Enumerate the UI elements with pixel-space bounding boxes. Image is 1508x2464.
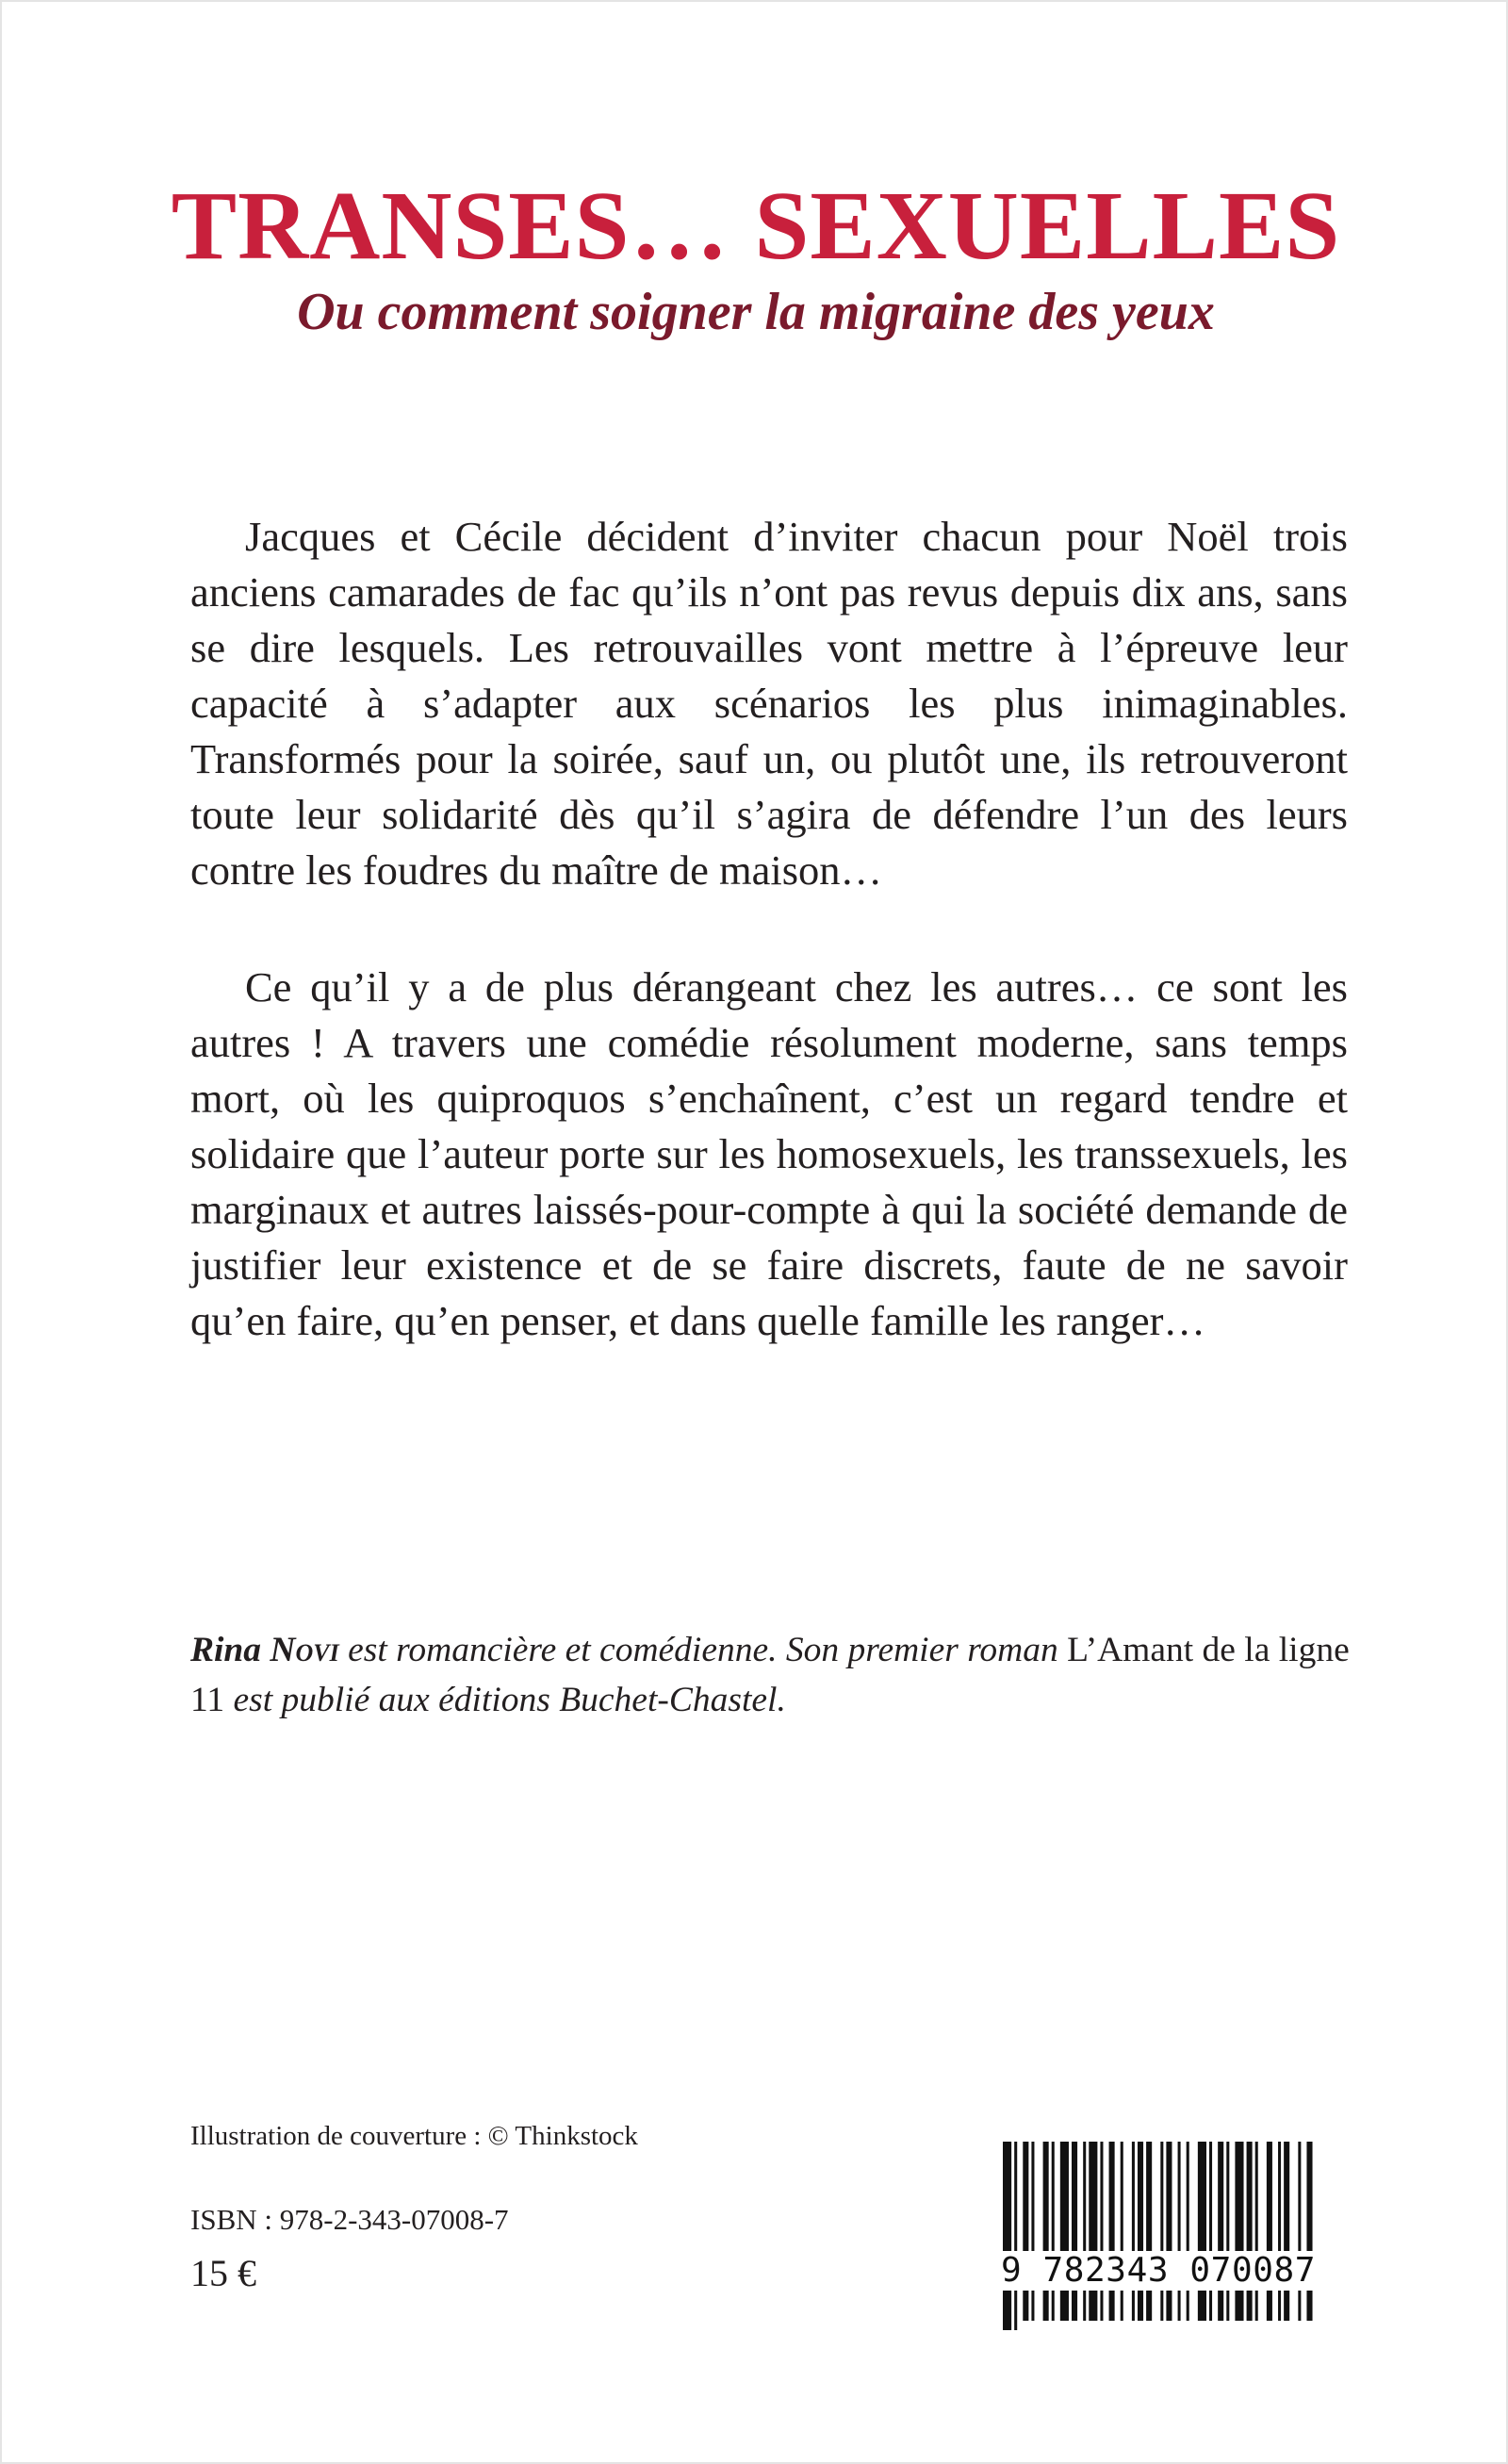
synopsis-paragraph-1: Jacques et Cécile décident d’inviter chacun pour Noël trois anciens camarades de fac qu’ils n’ont pas revus depuis dix ans, sans se dire lesquels. Les retrouvailles vont mettre à l’épreuve leur capacité à s’adapter aux scénarios les plus inimaginables. Transformés pour la soirée, sauf un, ou plutôt une, ils retrouveront toute leur solidarité dès qu’il s’agira de défendre l’un des leurs contre les foudres du maître de maison… [190, 513, 1348, 894]
barcode-bar [1247, 2142, 1253, 2321]
barcode-bar [1138, 2142, 1143, 2321]
illustration-credit: Illustration de couverture : © Thinkstock [190, 2121, 638, 2151]
barcode-bar [1235, 2142, 1243, 2321]
barcode-bar [1083, 2142, 1086, 2321]
barcode-bar [1014, 2142, 1017, 2330]
barcode-bar [1089, 2142, 1097, 2321]
barcode-bar [1160, 2142, 1163, 2321]
barcode-bar [1209, 2142, 1212, 2321]
barcode-digits: 9 782343 070087 [997, 2251, 1320, 2291]
barcode [992, 2134, 1321, 2332]
author-bio [190, 1625, 1352, 1725]
barcode-bar [1023, 2142, 1028, 2321]
barcode-bar [1132, 2142, 1135, 2321]
barcode-bar [1218, 2142, 1223, 2321]
barcode-bar [1198, 2142, 1206, 2321]
barcode-bar [1003, 2142, 1011, 2330]
barcode-bar [1109, 2142, 1115, 2321]
barcode-bar [1043, 2142, 1049, 2321]
barcode-bar [1306, 2142, 1312, 2321]
barcode-bar [1284, 2142, 1289, 2321]
author-previous-book-title: L’Amant de la ligne 11 [190, 1631, 1350, 1719]
author-first-name: Rina [190, 1631, 270, 1669]
barcode-bar [1121, 2142, 1123, 2321]
barcode-bar [1178, 2142, 1181, 2321]
synopsis-paragraph-2: Ce qu’il y a de plus dérangeant chez les autres… ce sont les autres ! A travers une comédie résolument moderne, sans temps mort, où les quiproquos s’enchaînent, c’est un regard tendre et solidaire que l’auteur porte sur les homosexuels, les transsexuels, les marginaux et autres laissés-pour-compte à qui la société demande de justifier leur existence et de se faire discrets, faute de ne savoir qu’en faire, qu’en penser, et dans quelle famille les ranger… [190, 963, 1348, 1344]
book-subtitle: Ou comment soigner la migraine des yeux [297, 283, 1215, 341]
author-bio-text-2: est publié aux éditions Buchet-Chastel. [224, 1681, 786, 1719]
barcode-bar [1072, 2142, 1077, 2321]
barcode-bar [1267, 2142, 1272, 2321]
barcode-bar [1255, 2142, 1258, 2321]
isbn: ISBN : 978-2-343-07008-7 [190, 2203, 509, 2236]
barcode-bar [1298, 2142, 1301, 2321]
barcode-bar [1166, 2142, 1172, 2321]
author-bio-text-1: est romancière et comédienne. Son premier roman [338, 1631, 1068, 1669]
barcode-bar [1060, 2142, 1069, 2321]
barcode-bar [1187, 2142, 1189, 2321]
barcode-bar [1100, 2142, 1103, 2321]
barcode-bar [1146, 2142, 1152, 2321]
barcode-bar [1278, 2142, 1281, 2321]
barcode-bars-icon [992, 2134, 1321, 2332]
barcode-bar [1031, 2142, 1034, 2321]
price: 15 € [190, 2252, 256, 2294]
author-last-name: Novi [270, 1631, 339, 1669]
book-title: TRANSES… SEXUELLES [171, 172, 1341, 280]
barcode-bar [1052, 2142, 1055, 2321]
barcode-bar [1226, 2142, 1229, 2321]
